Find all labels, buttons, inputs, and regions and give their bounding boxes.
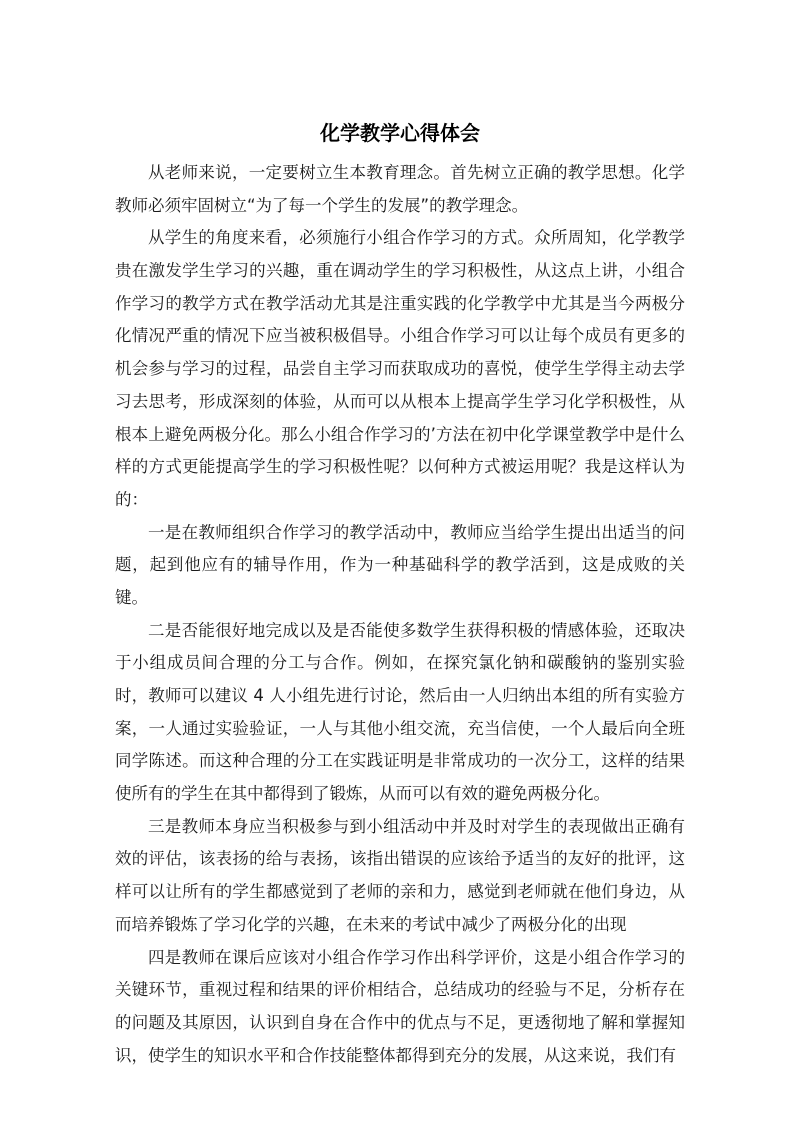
paragraph-line: 教师必须牢固树立“为了每一个学生的发展”的教学理念。 xyxy=(115,195,529,215)
paragraph-line: 识，使学生的知识水平和合作技能整体都得到充分的发展，从这来说，我们有 xyxy=(115,1045,676,1065)
paragraph-line: 而培养锻炼了学习化学的兴趣，在未来的考试中减少了两极分化的出现 xyxy=(115,914,627,934)
paragraph xyxy=(115,811,685,942)
paragraph xyxy=(115,615,685,811)
paragraph-line: 四是教师在课后应该对小组合作学习作出科学评价，这是小组合作学习的 xyxy=(148,947,685,967)
paragraph-line: 使所有的学生在其中都得到了锻炼，从而可以有效的避免两极分化。 xyxy=(115,784,610,804)
paragraph-line: 案，一人通过实验验证，一人与其他小组交流，充当信使，一个人最后向全班 xyxy=(115,718,685,738)
paragraph-line: 键。 xyxy=(115,587,148,607)
paragraph-line: 习去思考，形成深刻的体验，从而可以从根本上提高学生学习化学积极性，从 xyxy=(115,391,685,411)
paragraph-line: 作学习的教学方式在教学活动尤其是注重实践的化学教学中尤其是当今两极分 xyxy=(115,293,685,313)
paragraph xyxy=(115,157,685,222)
paragraph-line: 化情况严重的情况下应当被积极倡导。小组合作学习可以让每个成员有更多的 xyxy=(115,326,685,346)
paragraph-line: 从老师来说，一定要树立生本教育理念。首先树立正确的教学思想。化学 xyxy=(148,163,685,182)
paragraph-line: 于小组成员间合理的分工与合作。例如，在探究氯化钠和碳酸钠的鉴别实验 xyxy=(115,653,685,673)
paragraph-line: 样可以让所有的学生都感觉到了老师的亲和力，感觉到老师就在他们身边，从 xyxy=(115,882,685,902)
document-title: 化学教学心得体会 xyxy=(320,121,480,145)
paragraph xyxy=(115,222,685,516)
paragraph-line: 关键环节，重视过程和结果的评价相结合，总结成功的经验与不足，分析存在 xyxy=(115,980,685,1000)
paragraph-line: 根本上避免两极分化。那么小组合作学习的’方法在初中化学课堂教学中是什么 xyxy=(115,424,685,444)
paragraph-line: 题，起到他应有的辅导作用，作为一种基础科学的教学活到，这是成败的关 xyxy=(115,555,685,575)
paragraph-line: 一是在教师组织合作学习的教学活动中，教师应当给学生提出出适当的问 xyxy=(148,522,685,542)
paragraph-line: 同学陈述。而这种合理的分工在实践证明是非常成功的一次分工，这样的结果 xyxy=(115,751,685,771)
paragraph-line: 贵在激发学生学习的兴趣，重在调动学生的学习积极性，从这点上讲，小组合 xyxy=(115,261,685,281)
document-body xyxy=(115,157,685,1072)
paragraph xyxy=(115,942,685,1073)
paragraph-line: 从学生的角度来看，必须施行小组合作学习的方式。众所周知，化学教学 xyxy=(148,228,685,248)
paragraph-line: 二是否能很好地完成以及是否能使多数学生获得积极的情感体验，还取决 xyxy=(148,620,685,640)
paragraph-line: 的问题及其原因，认识到自身在合作中的优点与不足，更透彻地了解和掌握知 xyxy=(115,1012,685,1032)
paragraph-line: 时，教师可以建议 4 人小组先进行讨论，然后由一人归纳出本组的所有实验方 xyxy=(115,686,685,705)
paragraph-line: 三是教师本身应当积极参与到小组活动中并及时对学生的表现做出正确有 xyxy=(148,816,685,836)
paragraph-line: 机会参与学习的过程，品尝自主学习而获取成功的喜悦，使学生学得主动去学 xyxy=(115,359,685,379)
paragraph-line: 效的评估，该表扬的给与表扬，该指出错误的应该给予适当的友好的批评，这 xyxy=(115,849,685,869)
paragraph-line: 样的方式更能提高学生的学习积极性呢？以何种方式被运用呢？我是这样认为 xyxy=(115,457,685,477)
paragraph-line: 的： xyxy=(115,489,148,509)
paragraph xyxy=(115,517,685,615)
